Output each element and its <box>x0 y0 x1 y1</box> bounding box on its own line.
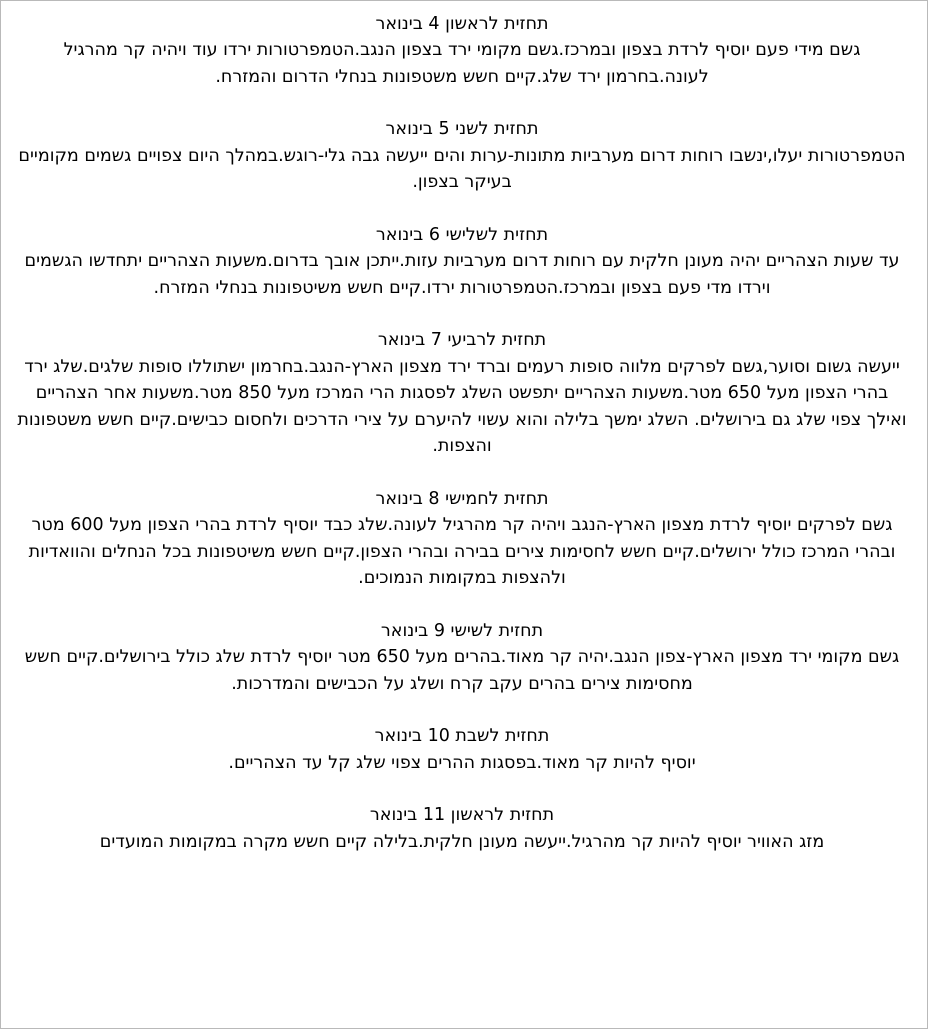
forecast-title: תחזית לשני 5 בינואר <box>385 119 539 140</box>
forecast-entry <box>15 116 909 195</box>
forecast-list <box>15 11 909 855</box>
forecast-body: ייעשה גשום וסוער,גשם לפרקים מלווה סופות רעמים וברד ירד מצפון הארץ-הנגב.בחרמון ישתוללו סופות שלגים.שלג ירד בהרי הצפון מעל 650 מטר.משעות הצהריים יתפשט השלג לפסגות הרי המרכז מעל 850 מטר.משעות אחר הצהריים ואילך צפוי שלג גם בירושלים. השלג ימשך בלילה והוא עשוי להיערם על צירי הדרכים ולחסום כבישים.קיים חשש משטפונות והצפות. <box>17 356 907 457</box>
forecast-entry <box>15 11 909 90</box>
forecast-title: תחזית לראשון 11 בינואר <box>369 805 555 826</box>
forecast-title: תחזית לשישי 9 בינואר <box>380 620 544 641</box>
forecast-title: תחזית לראשון 4 בינואר <box>375 14 549 34</box>
forecast-entry <box>15 723 909 776</box>
forecast-title: תחזית לרביעי 7 בינואר <box>377 330 547 351</box>
forecast-entry <box>15 802 909 855</box>
forecast-body: גשם לפרקים יוסיף לרדת מצפון הארץ-הנגב ויהיה קר מהרגיל לעונה.שלג כבד יוסיף לרדת בהרי הצפון מעל 600 מטר ובהרי המרכז כולל ירושלים.קיים חשש לחסימות צירים בבירה ובהרי הצפון.קיים חשש משיטפונות בכל הנחלים והוואדיות ולהצפות במקומות הנמוכים. <box>28 515 896 589</box>
forecast-entry <box>15 618 909 697</box>
forecast-body: מזג האוויר יוסיף להיות קר מהרגיל.ייעשה מעונן חלקית.בלילה קיים חשש מקרה במקומות המועדים <box>99 831 825 852</box>
forecast-entry <box>15 486 909 592</box>
forecast-title: תחזית לשלישי 6 בינואר <box>375 224 549 245</box>
forecast-title: תחזית לשבת 10 בינואר <box>374 726 550 747</box>
forecast-body: גשם מידי פעם יוסיף לרדת בצפון ובמרכז.גשם מקומי ירד בצפון הנגב.הטמפרטורות ירדו עוד ויהיה קר מהרגיל לעונה.בחרמון ירד שלג.קיים חשש משטפונות בנחלי הדרום והמזרח. <box>63 40 861 87</box>
forecast-body: גשם מקומי ירד מצפון הארץ-צפון הנגב.יהיה קר מאוד.בהרים מעל 650 מטר יוסיף לרדת שלג כולל בירושלים.קיים חשש מחסימות צירים בהרים עקב קרח ושלג על הכבישים והמדרכות. <box>24 647 900 694</box>
forecast-entry <box>15 222 909 301</box>
forecast-body: יוסיף להיות קר מאוד.בפסגות ההרים צפוי שלג קל עד הצהריים. <box>228 752 696 773</box>
forecast-body: הטמפרטורות יעלו,ינשבו רוחות דרום מערביות מתונות-ערות והים ייעשה גבה גלי-רוגש.במהלך היום צפויים גשמים מקומיים בעיקר בצפון. <box>18 145 906 193</box>
forecast-title: תחזית לחמישי 8 בינואר <box>375 488 549 509</box>
forecast-entry <box>15 327 909 460</box>
forecast-body: עד שעות הצהריים יהיה מעונן חלקית עם רוחות דרום מערביות עזות.ייתכן אובך בדרום.משעות הצהריים יתחדשו הגשמים וירדו מדי פעם בצפון ובמרכז.הטמפרטורות ירדו.קיים חשש משיטפונות בנחלי המזרח. <box>24 251 900 298</box>
